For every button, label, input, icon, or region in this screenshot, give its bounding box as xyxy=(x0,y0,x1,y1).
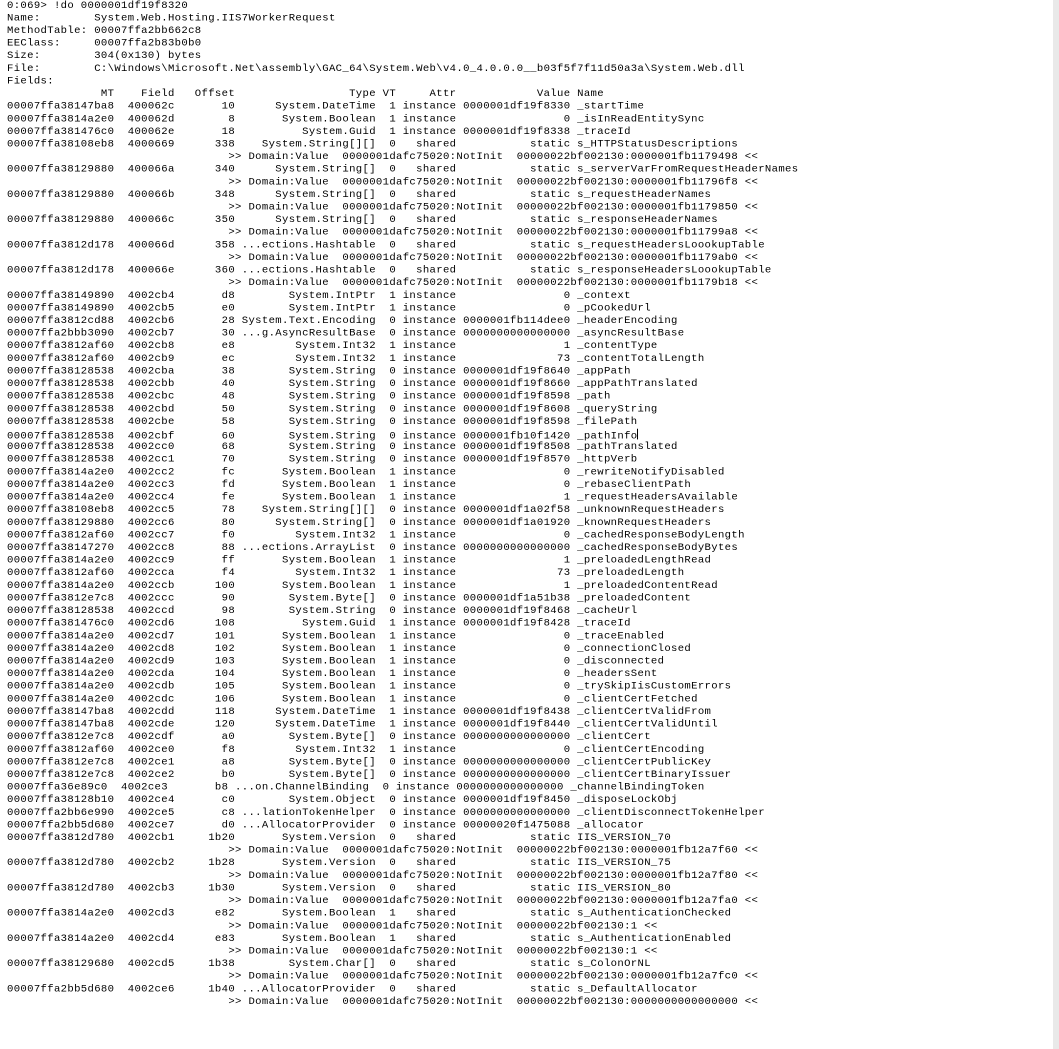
field-row: 00007ffa381476c0 400062e 18 System.Guid 1 instance 0000001df19f8338 _traceId xyxy=(7,126,631,138)
field-row: 00007ffa381476c0 4002cd6 108 System.Guid 1 instance 0000001df19f8428 _traceId xyxy=(7,617,631,630)
field-row: 00007ffa3814a2e0 4002cd4 e83 System.Boolean 1 shared static s_AuthenticationEnabled xyxy=(7,933,732,945)
static-domain-value-line: >> Domain:Value 0000001dafc75020:NotInit 00000022bf002130:0000001fb1179850 << xyxy=(7,201,759,214)
field-row: 00007ffa3812af60 4002cc7 f0 System.Int32 1 instance 0 _cachedResponseBodyLength xyxy=(7,529,745,542)
field-row: 00007ffa3814a2e0 4002cd8 102 System.Boolean 1 instance 0 _connectionClosed xyxy=(7,643,692,655)
field-row: 00007ffa38147270 4002cc8 88 ...ections.ArrayList 0 instance 0000000000000000 _cachedResponseBodyBytes xyxy=(7,542,739,554)
field-row: 00007ffa3814a2e0 4002cc3 fd System.Boolean 1 instance 0 _rebaseClientPath xyxy=(7,479,692,491)
field-row: 00007ffa3814a2e0 4002cc9 ff System.Boolean 1 instance 1 _preloadedLengthRead xyxy=(7,554,712,567)
field-row: 00007ffa3812e7c8 4002ce1 a8 System.Byte[] 0 instance 0000000000000000 _clientCertPublicKey xyxy=(7,756,712,769)
field-row: 00007ffa38128538 4002cc1 70 System.String 0 instance 0000001df19f8570 _httpVerb xyxy=(7,453,638,466)
static-domain-value-line: >> Domain:Value 0000001dafc75020:NotInit 00000022bf002130:0000001fb11799a8 << xyxy=(7,226,759,239)
field-row: 00007ffa3814a2e0 4002cd9 103 System.Boolean 1 instance 0 _disconnected xyxy=(7,655,665,668)
field-row: 00007ffa38108eb8 4002cc5 78 System.String[][] 0 instance 0000001df1a02f58 _unknownRequestHeaders xyxy=(7,504,725,517)
fields-column-headers: MT Field Offset Type VT Attr Value Name xyxy=(7,88,604,100)
field-row: 00007ffa3814a2e0 4002cda 104 System.Boolean 1 instance 0 _headersSent xyxy=(7,668,658,680)
field-row: 00007ffa3812af60 4002cb9 ec System.Int32 1 instance 73 _contentTotalLength xyxy=(7,353,705,365)
field-row: 00007ffa38129880 400066b 348 System.String[] 0 shared static s_requestHeaderNames xyxy=(7,189,712,201)
field-row: 00007ffa3812d780 4002cb1 1b20 System.Version 0 shared static IIS_VERSION_70 xyxy=(7,832,672,844)
static-domain-value-line: >> Domain:Value 0000001dafc75020:NotInit 00000022bf002130:0000001fb12a7fc0 << xyxy=(7,970,759,983)
field-row: 00007ffa3814a2e0 400062d 8 System.Boolean 1 instance 0 _isInReadEntitySync xyxy=(7,113,705,126)
field-row: 00007ffa2bb5d680 4002ce7 d0 ...AllocatorProvider 0 instance 00000020f1475088 _allocator xyxy=(7,819,645,832)
field-row: 00007ffa3814a2e0 4002cc4 fe System.Boolean 1 instance 1 _requestHeadersAvailable xyxy=(7,491,739,504)
static-domain-value-line: >> Domain:Value 0000001dafc75020:NotInit 00000022bf002130:0000001fb1179ab0 << xyxy=(7,252,759,264)
field-row: 00007ffa3812e7c8 4002cdf a0 System.Byte[] 0 instance 0000000000000000 _clientCert xyxy=(7,731,651,744)
static-domain-value-line: >> Domain:Value 0000001dafc75020:NotInit 00000022bf002130:0000001fb12a7f80 << xyxy=(7,870,759,882)
static-domain-value-line: >> Domain:Value 0000001dafc75020:NotInit 00000022bf002130:0000001fb1179498 << xyxy=(7,151,759,163)
field-row: 00007ffa3814a2e0 4002cc2 fc System.Boolean 1 instance 0 _rewriteNotifyDisabled xyxy=(7,466,725,479)
field-row: 00007ffa3812d780 4002cb3 1b30 System.Version 0 shared static IIS_VERSION_80 xyxy=(7,882,672,895)
static-domain-value-line: >> Domain:Value 0000001dafc75020:NotInit 00000022bf002130:0000001fb11796f8 << xyxy=(7,176,759,189)
field-row: 00007ffa36e89c0 4002ce3 b8 ...on.ChannelBinding 0 instance 0000000000000000 _channelBindingToken xyxy=(7,781,705,794)
field-row: 00007ffa3814a2e0 4002cdb 105 System.Boolean 1 instance 0 _trySkipIisCustomErrors xyxy=(7,680,732,693)
command-prompt: 0:069> xyxy=(7,0,54,12)
field-row: 00007ffa3812cd88 4002cb6 28 System.Text.Encoding 0 instance 0000001fb114dee0 _headerEncoding xyxy=(7,315,678,327)
field-row: 00007ffa3812d780 4002cb2 1b28 System.Version 0 shared static IIS_VERSION_75 xyxy=(7,857,672,870)
field-row: 00007ffa3812e7c8 4002ce2 b0 System.Byte[] 0 instance 0000000000000000 _clientCertBinaryIssuer xyxy=(7,769,732,781)
object-header-line: MethodTable: 00007ffa2bb662c8 xyxy=(7,25,202,37)
object-header-line: EEClass: 00007ffa2b83b0b0 xyxy=(7,37,202,50)
field-row: 00007ffa3814a2e0 4002cd7 101 System.Boolean 1 instance 0 _traceEnabled xyxy=(7,630,665,643)
object-header-line: File: C:\Windows\Microsoft.Net\assembly\GAC_64\System.Web\v4.0_4.0.0.0__b03f5f7f11d50a3a\System.Web.dll xyxy=(7,63,745,75)
static-domain-value-line: >> Domain:Value 0000001dafc75020:NotInit 00000022bf002130:0000001fb12a7f60 << xyxy=(7,844,759,857)
static-domain-value-line: >> Domain:Value 0000001dafc75020:NotInit 00000022bf002130:1 << xyxy=(7,945,658,958)
field-row: 00007ffa38108eb8 4000669 338 System.String[][] 0 shared static s_HTTPStatusDescriptions xyxy=(7,138,739,151)
object-header-line: Name: System.Web.Hosting.IIS7WorkerRequest xyxy=(7,12,336,25)
field-row: 00007ffa38149890 4002cb4 d8 System.IntPtr 1 instance 0 _context xyxy=(7,290,631,302)
field-row: 00007ffa38128538 4002cbe 58 System.String 0 instance 0000001df19f8598 _filePath xyxy=(7,416,638,428)
field-row: 00007ffa38147ba8 4002cde 120 System.DateTime 1 instance 0000001df19f8440 _clientCertValidUntil xyxy=(7,718,718,731)
field-row: 00007ffa3812af60 4002cca f4 System.Int32 1 instance 73 _preloadedLength xyxy=(7,567,685,580)
fields-table xyxy=(7,101,1053,1009)
field-row: 00007ffa3812d178 400066d 358 ...ections.Hashtable 0 shared static s_requestHeadersLoookupTable xyxy=(7,239,765,252)
field-row: 00007ffa3812af60 4002cb8 e8 System.Int32 1 instance 1 _contentType xyxy=(7,340,658,353)
field-row: 00007ffa2bb5d680 4002ce6 1b40 ...AllocatorProvider 0 shared static s_DefaultAllocator xyxy=(7,983,698,996)
object-header-line: Fields: xyxy=(7,75,54,88)
field-row: 00007ffa38128b10 4002ce4 c0 System.Object 0 instance 0000001df19f8450 _disposeLockObj xyxy=(7,794,678,807)
field-row: 00007ffa38128538 4002cba 38 System.String 0 instance 0000001df19f8640 _appPath xyxy=(7,365,631,378)
field-row: 00007ffa38129880 400066a 340 System.String[] 0 shared static s_serverVarFromRequestHeaderNames xyxy=(7,163,799,176)
field-row: 00007ffa38129880 400066c 350 System.String[] 0 shared static s_responseHeaderNames xyxy=(7,214,718,227)
text-caret xyxy=(637,429,638,440)
field-row: 00007ffa38128538 4002cbd 50 System.String 0 instance 0000001df19f8608 _queryString xyxy=(7,403,658,416)
field-row: 00007ffa2bbb3090 4002cb7 30 ...g.AsyncResultBase 0 instance 0000000000000000 _asyncResultBase xyxy=(7,327,685,340)
field-row: 00007ffa38128538 4002cc0 68 System.String 0 instance 0000001df19f8508 _pathTranslated xyxy=(7,441,678,453)
field-row: 00007ffa38128538 4002cbf 60 System.String 0 instance 0000001fb10f1420 _pathInfo xyxy=(7,430,638,443)
field-row: 00007ffa38128538 4002cbb 40 System.String 0 instance 0000001df19f8660 _appPathTranslated xyxy=(7,378,698,390)
command-line xyxy=(7,0,1053,13)
field-row: 00007ffa3814a2e0 4002cdc 106 System.Boolean 1 instance 0 _clientCertFetched xyxy=(7,693,698,706)
field-row: 00007ffa3812af60 4002ce0 f8 System.Int32 1 instance 0 _clientCertEncoding xyxy=(7,743,705,756)
field-row: 00007ffa2bb6e990 4002ce5 c8 ...lationTokenHelper 0 instance 0000000000000000 _clientDisconnectTokenHelper xyxy=(7,807,765,819)
field-row: 00007ffa3812e7c8 4002ccc 90 System.Byte[] 0 instance 0000001df1a51b38 _preloadedContent xyxy=(7,592,692,605)
field-row: 00007ffa38147ba8 4002cdd 118 System.DateTime 1 instance 0000001df19f8438 _clientCertValidFrom xyxy=(7,706,712,718)
field-row: 00007ffa38129680 4002cd5 1b38 System.Char[] 0 shared static s_ColonOrNL xyxy=(7,958,651,970)
field-row: 00007ffa38128538 4002cbc 48 System.String 0 instance 0000001df19f8598 _path xyxy=(7,390,611,403)
field-row: 00007ffa3814a2e0 4002cd3 e82 System.Boolean 1 shared static s_AuthenticationChecked xyxy=(7,907,732,920)
object-header xyxy=(7,13,1053,89)
field-row: 00007ffa38149890 4002cb5 e0 System.IntPtr 1 instance 0 _pCookedUrl xyxy=(7,302,651,315)
static-domain-value-line: >> Domain:Value 0000001dafc75020:NotInit 00000022bf002130:0000000000000000 << xyxy=(7,996,759,1008)
field-row: 00007ffa38129880 4002cc6 80 System.String[] 0 instance 0000001df1a01920 _knownRequestHeaders xyxy=(7,517,712,529)
static-domain-value-line: >> Domain:Value 0000001dafc75020:NotInit 00000022bf002130:1 << xyxy=(7,920,658,933)
command-text: !do 0000001df19f8320 xyxy=(53,0,189,12)
static-domain-value-line: >> Domain:Value 0000001dafc75020:NotInit 00000022bf002130:0000001fb1179b18 << xyxy=(7,277,759,290)
field-row: 00007ffa3814a2e0 4002ccb 100 System.Boolean 1 instance 1 _preloadedContentRead xyxy=(7,580,718,592)
object-header-line: Size: 304(0x130) bytes xyxy=(7,50,202,63)
field-row: 00007ffa3812d178 400066e 360 ...ections.Hashtable 0 shared static s_responseHeadersLoookupTable xyxy=(7,264,772,277)
field-row: 00007ffa38147ba8 400062c 10 System.DateTime 1 instance 0000001df19f8330 _startTime xyxy=(7,100,645,113)
static-domain-value-line: >> Domain:Value 0000001dafc75020:NotInit 00000022bf002130:0000001fb12a7fa0 << xyxy=(7,895,759,907)
field-row: 00007ffa38128538 4002ccd 98 System.String 0 instance 0000001df19f8468 _cacheUrl xyxy=(7,605,638,617)
